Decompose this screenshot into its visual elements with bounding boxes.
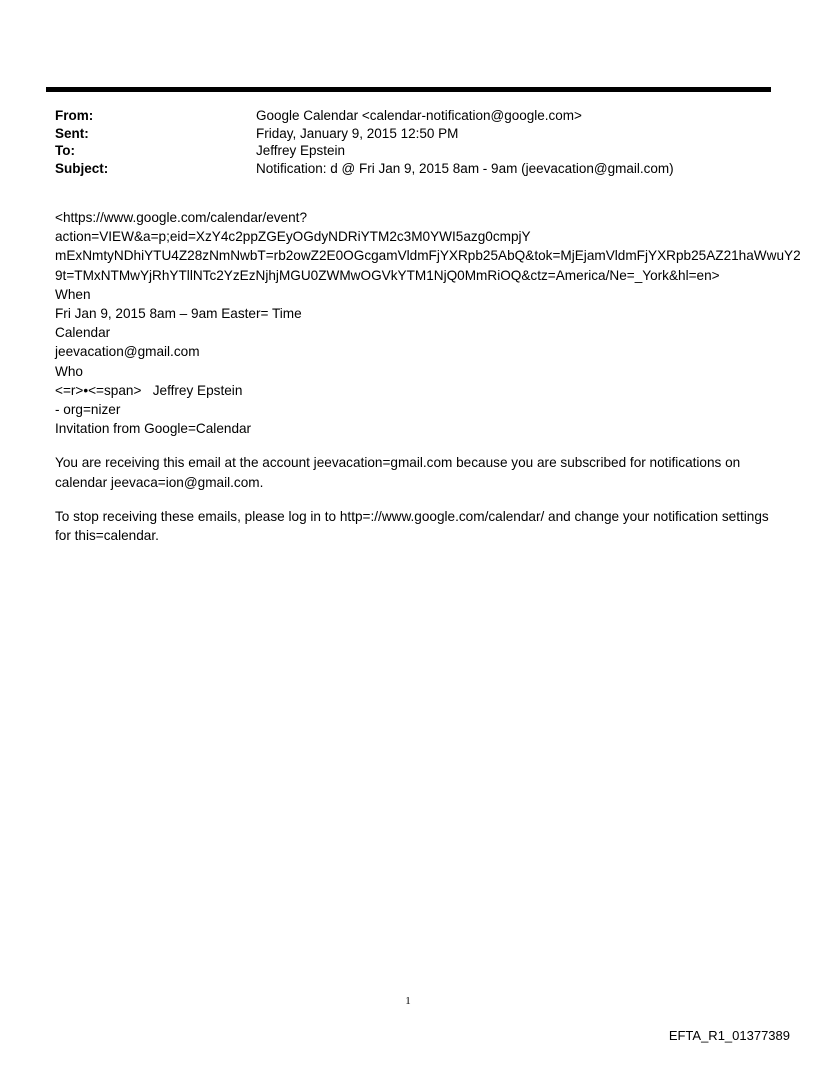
calendar-label: Calendar [55, 325, 111, 341]
email-body [55, 208, 801, 545]
sent-label: Sent: [55, 125, 89, 141]
to-label: To: [55, 143, 75, 158]
event-link-line: 9t=TMxNTMwYjRhYTllNTc2YzEzNjhjMGU0ZWMwOGVkYTM1NjQ0MmRiOQ&ctz=America/Ne=_York&hl=en> [55, 267, 720, 283]
from-value: Google Calendar <calendar-notification@google.com> [256, 108, 582, 123]
header-from [55, 107, 674, 125]
when-value: Fri Jan 9, 2015 8am – 9am Easter= Time [55, 306, 302, 322]
unsubscribe-notice: To stop receiving these emails, please log in to http=://www.google.com/calendar/ and change your notification settings for this=calendar. [55, 508, 769, 544]
header-to [55, 142, 674, 160]
invitation-line: Invitation from Google=Calendar [55, 421, 252, 437]
email-header [55, 107, 674, 177]
who-label: Who [55, 363, 83, 379]
header-sent [55, 125, 674, 143]
when-label: When [55, 286, 91, 302]
subject-value: Notification: d @ Fri Jan 9, 2015 8am - 9am (jeevacation@gmail.com) [256, 160, 674, 176]
organizer-line: - org=nizer [55, 402, 121, 418]
header-subject [55, 160, 674, 178]
calendar-value: jeevacation@gmail.com [55, 344, 200, 360]
from-label: From: [55, 108, 94, 123]
header-divider [46, 87, 771, 92]
sent-value: Friday, January 9, 2015 12:50 PM [256, 125, 459, 141]
to-value: Jeffrey Epstein [256, 143, 346, 158]
subject-label: Subject: [55, 160, 109, 176]
who-value: <=r>•<=span> Jeffrey Epstein [55, 382, 243, 398]
event-link-line: <https://www.google.com/calendar/event?action=VIEW&a=p;eid=XzY4c2ppZGEyOGdyNDRiYTM2c3M0YWI5azg0cmpjY [55, 210, 531, 245]
receiving-notice: You are receiving this email at the account jeevacation=gmail.com because you are subscribed for notifications on calendar jeevaca=ion@gmail.com. [55, 455, 741, 490]
event-link-line: mExNmtyNDhiYTU4Z28zNmNwbT=rb2owZ2E0OGcgamVldmFjYXRpb25AbQ&tok=MjEjamVldmFjYXRpb25AZ21haWwuY2 [55, 248, 801, 264]
page-number: 1 [405, 995, 411, 1007]
document-id: EFTA_R1_01377389 [668, 1028, 790, 1043]
